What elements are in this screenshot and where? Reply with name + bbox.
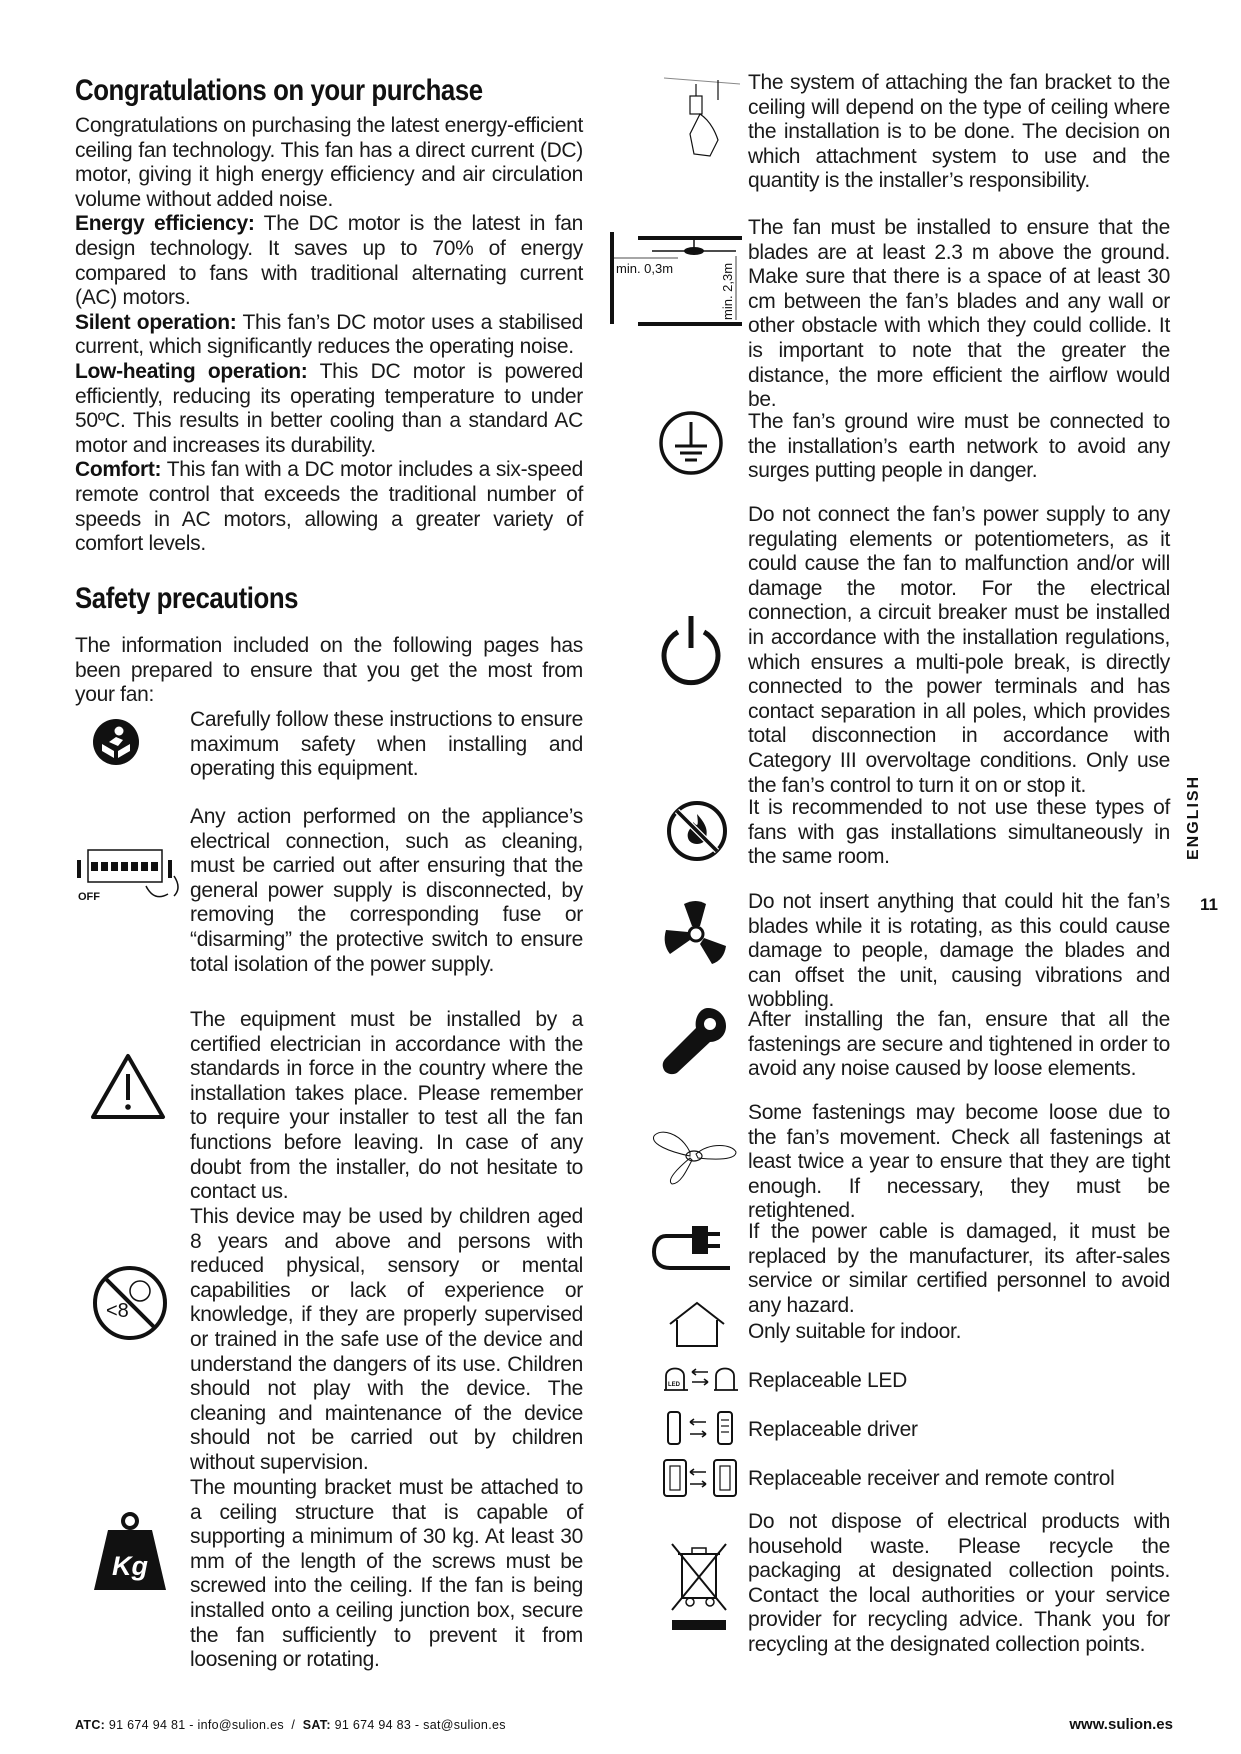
kg-label: Kg: [112, 1551, 148, 1581]
silent-text: This fan’s DC motor uses a stabilised current, which significantly reduces the operating noise.: [75, 310, 583, 359]
footer-sat-label: SAT:: [302, 1718, 331, 1732]
silent-label: Silent operation:: [75, 310, 237, 334]
no-gas-flame-icon: [666, 800, 728, 862]
right-item-3-text: The fan’s ground wire must be connected to the installation’s earth network to avoid any surges putting people in danger.: [748, 410, 1170, 483]
replaceable-receiver-icon: [662, 1456, 740, 1500]
weight-kg-icon: [92, 1512, 168, 1592]
clearance-height-label: min. 2,3m: [720, 262, 735, 320]
safety-intro: The information included on the following pages has been prepared to ensure that you get the most from your fan:: [75, 634, 583, 707]
energy-label: Energy efficiency:: [75, 212, 255, 236]
intro-body: [75, 114, 583, 557]
power-plug-cable-icon: [652, 1222, 736, 1282]
clearance-diagram-icon: [608, 228, 746, 334]
energy-text: The DC motor is the latest in fan design technology. It saves up to 70% of energy compared to fans with traditional alternating current (AC) motors.: [75, 212, 583, 310]
heating-text: This DC motor is powered efficiently, reducing its operating temperature to under 50ºC. This results in better cooling than a standard AC motor and increases its durability.: [75, 359, 583, 457]
right-item-10-text: Only suitable for indoor.: [748, 1320, 962, 1343]
comfort-text: This fan with a DC motor includes a six-speed remote control that exceeds the traditional number of speeds in AC motors, allowing a greater variety of comfort levels.: [75, 458, 583, 556]
left-item-3-text: The equipment must be installed by a certified electrician in accordance with the standards in force in the country where the installation takes place. Please remember to require your installer to test all the fan functions before leaving. In case of any doubt from the installer, do not hesitate to contact us.: [190, 1008, 583, 1204]
footer-contact: [75, 1718, 506, 1732]
right-item-13-text: Replaceable receiver and remote control: [748, 1467, 1115, 1490]
footer-atc-label: ATC:: [75, 1718, 106, 1732]
left-item-4-text: This device may be used by children aged 8 years and above and persons with reduced physical, sensory or mental capabilities or lack of experience or knowledge, if they are properly supervised or trained in the safe use of the device and understand the dangers of its use. Children should not play with the device. The cleaning and maintenance of the device should not be carried out by children without supervision.: [190, 1205, 583, 1474]
footer-website-link[interactable]: www.sulion.es: [1069, 1716, 1173, 1733]
no-children-under-8-icon: [92, 1265, 168, 1341]
under-8-label: <8: [106, 1300, 129, 1322]
ceiling-bracket-icon: [660, 74, 744, 164]
heating-label: Low-heating operation:: [75, 359, 308, 383]
read-manual-icon: [92, 718, 140, 766]
language-tab: ENGLISH: [1185, 774, 1202, 860]
comfort-label: Comfort:: [75, 458, 162, 482]
right-item-6-text: Do not insert anything that could hit the fan’s blades while it is rotating, as this could cause damage to people, damage the blades and can offset the unit, causing vibrations and wobbling.: [748, 890, 1170, 1012]
left-item-5-text: The mounting bracket must be attached to a ceiling structure that is capable of supporting a minimum of 30 kg. At least 30 mm of the length of the screws must be screwed into the ceiling. If the fan is being installed onto a ceiling junction box, secure the fan sufficiently to prevent it from loosening or rotating.: [190, 1476, 583, 1672]
right-item-4-text: Do not connect the fan’s power supply to any regulating elements or potentiometers, as it could cause the fan to malfunction and/or will damage the motor. For the electrical connection, a circuit breaker must be installed in accordance with the installation regulations, which ensures a multi-pole break, is directly connected to the power terminals and has contact separation in all poles, which provides total disconnection in accordance with Category III overvoltage conditions. Only use the fan’s control to turn it on or stop it.: [748, 503, 1170, 797]
fan-blades-icon: [662, 898, 730, 966]
right-item-2-text: The fan must be installed to ensure that the blades are at least 2.3 m above the ground. Make sure that there is a space of at least 30 cm between the fan’s blades and any wall or other obstacle with which they could collide. It is important to note that the greater the distance, the more efficient the airflow would be.: [748, 216, 1170, 412]
house-icon: [666, 1300, 728, 1350]
led-label: LED: [668, 1382, 680, 1388]
breaker-off-label: OFF: [78, 891, 100, 903]
warning-triangle-icon: [90, 1052, 166, 1120]
circuit-breaker-off-icon: [76, 842, 184, 914]
footer-sat-text: 91 674 94 83 - sat@sulion.es: [330, 1718, 506, 1732]
right-item-1-text: The system of attaching the fan bracket to the ceiling will depend on the type of ceiling where the installation is to be done. The decision on which attachment system to use and the quantity is the installer’s responsibility.: [748, 71, 1170, 193]
safety-title: Safety precautions: [75, 582, 299, 615]
footer-atc-text: 91 674 94 81 - info@sulion.es /: [105, 1718, 303, 1732]
replaceable-led-icon: [664, 1360, 738, 1396]
left-item-1-text: Carefully follow these instructions to ensure maximum safety when installing and operating this equipment.: [190, 708, 583, 781]
right-item-12-text: Replaceable driver: [748, 1418, 918, 1441]
weee-crossed-bin-icon: [668, 1540, 730, 1634]
clearance-side-label: min. 0,3m: [616, 261, 674, 276]
ground-earth-icon: [658, 410, 724, 476]
intro-body-text: Congratulations on purchasing the latest energy-efficient ceiling fan technology. This fan has a direct current (DC) motor, giving it high energy efficiency and air circulation volume without added noise.: [75, 114, 583, 211]
intro-title: Congratulations on your purchase: [75, 74, 483, 107]
left-item-2-text: Any action performed on the appliance’s electrical connection, such as cleaning, must be carried out after ensuring that the general power supply is disconnected, by removing the corresponding fuse or “disarming” the protective switch to ensure total isolation of the power supply.: [190, 805, 583, 976]
right-item-9-text: If the power cable is damaged, it must be replaced by the manufacturer, its after-sales service or similar certified personnel to avoid any hazard.: [748, 1220, 1170, 1317]
right-item-11-text: Replaceable LED: [748, 1369, 907, 1392]
replaceable-driver-icon: [664, 1408, 738, 1448]
right-item-7-text: After installing the fan, ensure that all the fastenings are secure and tightened in order to avoid any noise caused by loose elements.: [748, 1008, 1170, 1081]
power-icon: [658, 614, 724, 686]
page-number: 11: [1200, 895, 1218, 914]
right-item-5-text: It is recommended to not use these types of fans with gas installations simultaneously in the same room.: [748, 796, 1170, 869]
propeller-blade-icon: [650, 1122, 740, 1188]
right-item-14-text: Do not dispose of electrical products with household waste. Please recycle the packaging at designated collection points. Contact the local authorities or your service provider for recycling advice. Thank you for recycling at the designated collection points.: [748, 1510, 1170, 1656]
wrench-icon: [656, 1002, 732, 1078]
right-item-8-text: Some fastenings may become loose due to the fan’s movement. Check all fastenings at least twice a year to ensure that they are tight enough. If necessary, they must be retightened.: [748, 1101, 1170, 1223]
